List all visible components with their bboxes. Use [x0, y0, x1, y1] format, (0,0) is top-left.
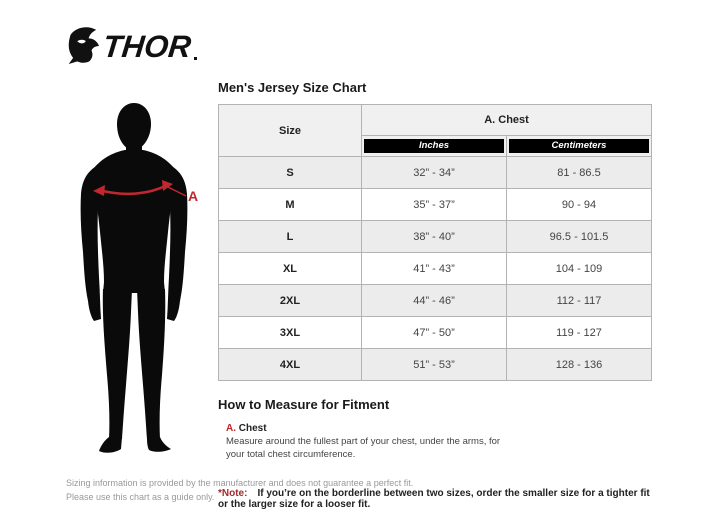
- inches-cell: 38” - 40”: [362, 221, 507, 253]
- table-row: [219, 285, 652, 317]
- goat-head-icon: [64, 26, 100, 64]
- subheader-centimeters-bar: Centimeters: [509, 139, 649, 153]
- inches-cell: 35” - 37”: [362, 189, 507, 221]
- cm-cell: 104 - 109: [507, 253, 652, 285]
- column-header-size: Size: [219, 105, 362, 157]
- size-cell: M: [219, 189, 362, 221]
- inches-cell: 47” - 50”: [362, 317, 507, 349]
- table-row: [219, 221, 652, 253]
- size-chart-table: [218, 104, 652, 381]
- disclaimer-line-1: Sizing information is provided by the manufacturer and does not guarantee a perfect fit.: [66, 478, 414, 488]
- column-header-chest: A. Chest: [362, 105, 652, 136]
- disclaimer-line-2: Please use this chart as a guide only.: [66, 491, 215, 502]
- note-text: If you’re on the borderline between two sizes, order the smaller size for a tighter fit or the larger size for a looser fit.: [218, 487, 650, 510]
- note-label: *Note:: [218, 487, 248, 499]
- size-cell: 4XL: [219, 349, 362, 381]
- subheader-inches: [362, 136, 507, 157]
- table-row: [219, 189, 652, 221]
- subheader-inches-bar: Inches: [364, 139, 504, 153]
- measurement-label-a: A: [188, 188, 199, 204]
- measure-item-chest: [226, 423, 651, 462]
- page-title: Men's Jersey Size Chart: [218, 80, 367, 95]
- cm-cell: 96.5 - 101.5: [507, 221, 652, 253]
- inches-cell: 51” - 53”: [362, 349, 507, 381]
- sizing-disclaimer: [66, 477, 413, 504]
- content-column: [218, 80, 651, 510]
- table-row: [219, 349, 652, 381]
- measure-item-description: Measure around the fullest part of your chest, under the arms, for your total chest circumference.: [226, 436, 501, 460]
- size-cell: XL: [219, 253, 362, 285]
- measure-item-letter: A.: [226, 423, 236, 434]
- inches-cell: 44” - 46”: [362, 285, 507, 317]
- cm-cell: 90 - 94: [507, 189, 652, 221]
- cm-cell: 128 - 136: [507, 349, 652, 381]
- thor-logo: [64, 24, 197, 64]
- inches-cell: 32” - 34”: [362, 157, 507, 189]
- cm-cell: 112 - 117: [507, 285, 652, 317]
- male-silhouette-figure: [55, 97, 205, 459]
- body-silhouette: [81, 103, 188, 453]
- size-cell: S: [219, 157, 362, 189]
- subheader-centimeters: [507, 136, 652, 157]
- cm-cell: 81 - 86.5: [507, 157, 652, 189]
- trademark-dot: [194, 57, 197, 60]
- size-cell: 3XL: [219, 317, 362, 349]
- table-row: [219, 317, 652, 349]
- measure-item-name: Chest: [236, 423, 267, 434]
- brand-wordmark: THOR: [101, 29, 193, 64]
- table-row: [219, 157, 652, 189]
- size-cell: L: [219, 221, 362, 253]
- measure-section-heading: How to Measure for Fitment: [218, 397, 390, 412]
- measure-item-title: [226, 423, 651, 434]
- size-cell: 2XL: [219, 285, 362, 317]
- table-row: [219, 253, 652, 285]
- inches-cell: 41” - 43”: [362, 253, 507, 285]
- cm-cell: 119 - 127: [507, 317, 652, 349]
